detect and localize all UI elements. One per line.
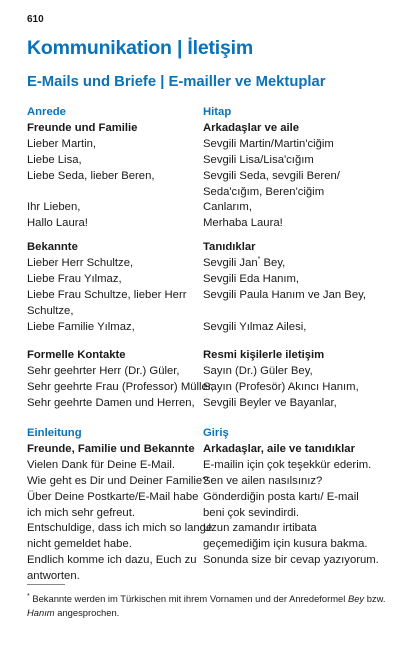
- text-line: Sehr geehrte Frau (Professor) Müller,: [27, 380, 215, 393]
- text-line: Liebe Lisa,: [27, 153, 82, 166]
- text-line: Liebe Frau Yılmaz,: [27, 272, 122, 285]
- subheading: Resmi kişilerle iletişim: [203, 349, 325, 361]
- subheading: Arkadaşlar ve aile: [203, 121, 300, 134]
- text-line: Über Deine Postkarte/E-Mail habe: [27, 490, 199, 503]
- text-line: Schultze,: [27, 304, 74, 317]
- text-line: [27, 185, 155, 201]
- left-section-anrede: [27, 105, 155, 232]
- text-segment: Bey,: [260, 256, 286, 269]
- right-section-hitap: [203, 105, 340, 232]
- text-line: Liebe Seda, lieber Beren,: [27, 169, 155, 182]
- footnote-divider: [27, 584, 65, 585]
- text-line: Lieber Herr Schultze,: [27, 256, 134, 269]
- footnote: [27, 592, 397, 620]
- page-title: Kommunikation | İletişim: [27, 37, 254, 59]
- left-section-einleitung: [27, 426, 212, 585]
- text-line: antworten.: [27, 570, 80, 583]
- text-line: [203, 256, 366, 272]
- right-section-tanidiklar: [203, 240, 366, 335]
- text-line: Sayın (Profesör) Akıncı Hanım,: [203, 380, 359, 393]
- text-line: geçemediğim için kusura bakma.: [203, 538, 368, 551]
- text-line: nicht gemeldet habe.: [27, 538, 132, 551]
- text-line: Entschuldige, dass ich mich so lange: [27, 522, 213, 535]
- text-line: Endlich komme ich dazu, Euch zu: [27, 554, 197, 567]
- subheading: Formelle Kontakte: [27, 349, 126, 361]
- footnote-emphasis: Bey: [347, 593, 365, 604]
- text-line: Hallo Laura!: [27, 217, 88, 230]
- text-line: Liebe Frau Schultze, lieber Herr: [27, 288, 187, 301]
- footnote-marker: *: [27, 592, 30, 600]
- text-line: Seda'cığım, Beren'ciğim: [203, 185, 325, 198]
- page-number: 610: [27, 14, 44, 25]
- subheading: Freunde und Familie: [27, 121, 138, 134]
- text-line: Gönderdiğin posta kartı/ E-mail: [203, 490, 359, 503]
- footnote-marker: *: [257, 256, 261, 264]
- text-line: E-mailin için çok teşekkür ederim.: [203, 458, 372, 471]
- text-line: Sayın (Dr.) Güler Bey,: [203, 364, 313, 377]
- text-line: Wie geht es Dir und Deiner Familie?: [27, 474, 209, 487]
- subheading: Bekannte: [27, 241, 78, 253]
- text-line: Sevgili Beyler ve Bayanlar,: [203, 396, 337, 409]
- text-segment: Sevgili Jan: [203, 256, 258, 269]
- text-line: Merhaba Laura!: [203, 217, 283, 230]
- text-line: Sen ve ailen nasılsınız?: [203, 474, 323, 487]
- left-section-bekannte: [27, 240, 187, 335]
- footnote-emphasis: Hanım: [27, 607, 55, 618]
- section-heading: Anrede: [27, 106, 66, 118]
- right-section-resmi: [203, 348, 359, 412]
- subheading: Tanıdıklar: [203, 241, 256, 253]
- text-line: Sevgili Martin/Martin'ciğim: [203, 137, 334, 150]
- subheading: Freunde, Familie und Bekannte: [27, 442, 195, 455]
- text-line: [203, 304, 366, 320]
- text-line: Vielen Dank für Deine E-Mail.: [27, 458, 175, 471]
- section-heading: Hitap: [203, 106, 232, 118]
- footnote-text: bzw.: [364, 593, 386, 604]
- text-line: Sevgili Lisa/Lisa'cığım: [203, 153, 314, 166]
- subheading: Arkadaşlar, aile ve tanıdıklar: [203, 442, 355, 455]
- text-line: Sevgili Yılmaz Ailesi,: [203, 320, 307, 333]
- right-section-giris: [203, 426, 379, 569]
- left-section-formelle-kontakte: [27, 348, 214, 412]
- text-line: Sevgili Paula Hanım ve Jan Bey,: [203, 288, 367, 301]
- text-line: beni çok sevindirdi.: [203, 506, 300, 519]
- section-subtitle: E-Mails und Briefe | E-mailler ve Mektuplar: [27, 74, 326, 90]
- section-heading: Einleitung: [27, 427, 82, 439]
- text-line: ich mich sehr gefreut.: [27, 506, 135, 519]
- section-heading: Giriş: [203, 427, 229, 439]
- text-line: Canlarım,: [203, 201, 252, 214]
- text-line: Liebe Familie Yılmaz,: [27, 320, 135, 333]
- text-line: Sehr geehrter Herr (Dr.) Güler,: [27, 364, 180, 377]
- text-line: Sevgili Seda, sevgili Beren/: [203, 169, 340, 182]
- text-line: Sehr geehrte Damen und Herren,: [27, 396, 195, 409]
- text-line: Sonunda size bir cevap yazıyorum.: [203, 554, 379, 567]
- footnote-text: angesprochen.: [54, 607, 120, 618]
- text-line: Sevgili Eda Hanım,: [203, 272, 300, 285]
- footnote-text: Bekannte werden im Türkischen mit ihrem Vornamen und der Anredeformel: [29, 593, 348, 604]
- text-line: Uzun zamandır irtibata: [203, 522, 317, 535]
- text-line: Lieber Martin,: [27, 137, 97, 150]
- text-line: Ihr Lieben,: [27, 201, 81, 214]
